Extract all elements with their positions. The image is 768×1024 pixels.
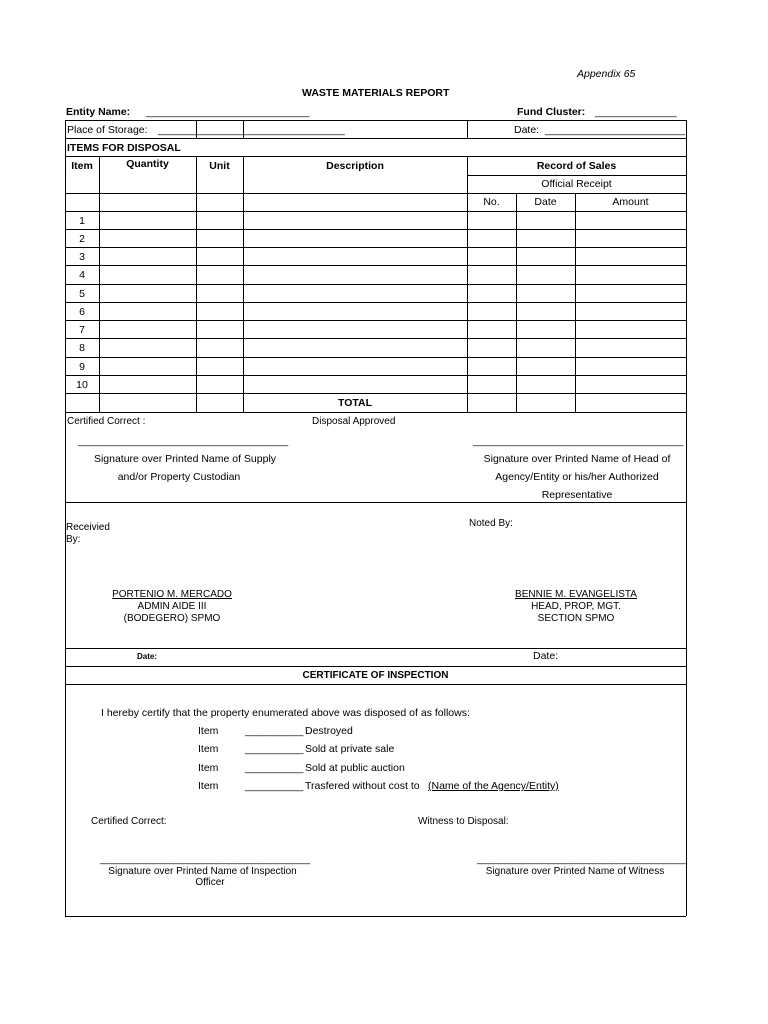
agency-entity-placeholder: (Name of the Agency/Entity): [428, 780, 559, 792]
noter-title: HEAD, PROP, MGT.: [531, 601, 621, 612]
entity-name-label: Entity Name:: [66, 106, 131, 118]
inspection-item-label: Item: [198, 725, 219, 737]
col-rule: [243, 156, 244, 412]
rule: [65, 284, 686, 285]
receiver-office: (BODEGERO) SPMO: [123, 613, 221, 624]
header-amount: Amount: [612, 196, 649, 208]
certification-statement: I hereby certify that the property enumerated above was disposed of as follows:: [101, 707, 470, 719]
signature-line-custodian[interactable]: ____________________________________: [78, 435, 289, 447]
header-unit: Unit: [209, 160, 230, 172]
rule: [65, 193, 686, 194]
row-number: 9: [79, 361, 85, 373]
rule: [65, 684, 686, 685]
row-number: 10: [76, 379, 88, 391]
receiver-date-label: Date:: [137, 652, 158, 661]
row-number: 5: [79, 288, 85, 300]
col-rule: [467, 120, 468, 138]
header-item: Item: [71, 160, 93, 172]
entity-name-field[interactable]: ____________________________: [146, 106, 310, 118]
report-title: WASTE MATERIALS REPORT: [302, 87, 450, 99]
rule: [65, 211, 686, 212]
frame-top: [65, 120, 686, 121]
received-by-label-2: By:: [66, 534, 81, 545]
signature-line-witness[interactable]: ____________________________________: [477, 853, 688, 865]
header-record-of-sales: Record of Sales: [536, 160, 617, 172]
rule: [65, 320, 686, 321]
signature-caption-head-3: Representative: [541, 489, 613, 501]
header-official-receipt: Official Receipt: [541, 178, 612, 190]
receiver-name: PORTENIO M. MERCADO: [112, 589, 232, 600]
signature-caption-head-2: Agency/Entity or his/her Authorized: [495, 471, 659, 483]
certified-correct-label-2: Certified Correct:: [91, 816, 167, 827]
frame-bottom: [65, 916, 686, 917]
inspection-item-label: Item: [198, 780, 219, 792]
signature-line-inspection-officer[interactable]: ____________________________________: [100, 853, 311, 865]
items-for-disposal-heading: ITEMS FOR DISPOSAL: [67, 142, 181, 154]
date-label: Date:: [514, 124, 540, 136]
total-label: TOTAL: [337, 397, 373, 409]
noted-by-label: Noted By:: [469, 518, 513, 529]
row-number: 2: [79, 233, 85, 245]
place-of-storage-label: Place of Storage:: [67, 124, 148, 136]
header-quantity: Quantity: [126, 158, 169, 170]
rule: [65, 229, 686, 230]
witness-to-disposal-label: Witness to Disposal:: [418, 816, 509, 827]
row-number: 8: [79, 342, 85, 354]
disposal-approved-label: Disposal Approved: [312, 416, 396, 427]
row-number: 4: [79, 269, 85, 281]
signature-caption-custodian-2: and/or Property Custodian: [117, 471, 241, 483]
inspection-item-label: Item: [198, 743, 219, 755]
col-rule: [575, 193, 576, 412]
rule: [65, 648, 686, 649]
fund-cluster-label: Fund Cluster:: [517, 106, 586, 118]
rule: [65, 502, 686, 503]
certified-correct-label: Certified Correct :: [67, 416, 146, 427]
inspection-item-blank[interactable]: __________: [245, 762, 304, 774]
rule: [65, 393, 686, 394]
received-by-label-1: Receivied: [66, 522, 110, 533]
signature-caption-custodian-1: Signature over Printed Name of Supply: [93, 453, 277, 465]
rule: [65, 247, 686, 248]
col-rule: [516, 193, 517, 412]
inspection-item-public-auction: Sold at public auction: [305, 762, 405, 774]
inspection-item-blank[interactable]: __________: [245, 743, 304, 755]
inspection-item-private-sale: Sold at private sale: [305, 743, 395, 755]
inspection-item-transferred: Trasfered without cost to: [305, 780, 420, 792]
signature-caption-head-1: Signature over Printed Name of Head of: [483, 453, 671, 465]
frame-right: [686, 120, 687, 916]
signature-caption-inspection-1: Signature over Printed Name of Inspection: [108, 866, 297, 877]
noter-name: BENNIE M. EVANGELISTA: [515, 589, 637, 600]
rule: [65, 666, 686, 667]
inspection-item-label: Item: [198, 762, 219, 774]
rule: [65, 375, 686, 376]
row-number: 7: [79, 324, 85, 336]
signature-caption-witness: Signature over Printed Name of Witness: [485, 866, 665, 877]
inspection-item-blank[interactable]: __________: [245, 725, 304, 737]
rule: [467, 175, 686, 176]
certificate-of-inspection-title: CERTIFICATE OF INSPECTION: [302, 670, 449, 681]
header-date: Date: [534, 196, 557, 208]
col-rule: [467, 156, 468, 412]
col-rule: [243, 120, 244, 138]
receiver-title: ADMIN AIDE III: [137, 601, 207, 612]
noter-office: SECTION SPMO: [537, 613, 615, 624]
rule: [65, 265, 686, 266]
signature-caption-inspection-2: Officer: [195, 877, 225, 888]
place-of-storage-field[interactable]: ________________________________: [158, 124, 345, 136]
row-number: 1: [79, 215, 85, 227]
rule: [65, 156, 686, 157]
inspection-item-blank[interactable]: __________: [245, 780, 304, 792]
fund-cluster-field[interactable]: ______________: [595, 106, 677, 118]
date-field[interactable]: ________________________: [545, 124, 686, 136]
header-description: Description: [326, 160, 384, 172]
col-rule: [196, 156, 197, 412]
col-rule: [99, 156, 100, 412]
rule: [65, 338, 686, 339]
row-number: 3: [79, 251, 85, 263]
header-no: No.: [483, 196, 500, 208]
col-rule: [196, 120, 197, 138]
rule: [65, 412, 686, 413]
inspection-item-destroyed: Destroyed: [305, 725, 353, 737]
rule: [65, 302, 686, 303]
row-number: 6: [79, 306, 85, 318]
signature-line-head[interactable]: ____________________________________: [473, 435, 684, 447]
appendix-label: Appendix 65: [577, 68, 636, 80]
rule: [65, 357, 686, 358]
rule: [65, 138, 686, 139]
noter-date-label: Date:: [533, 650, 559, 662]
